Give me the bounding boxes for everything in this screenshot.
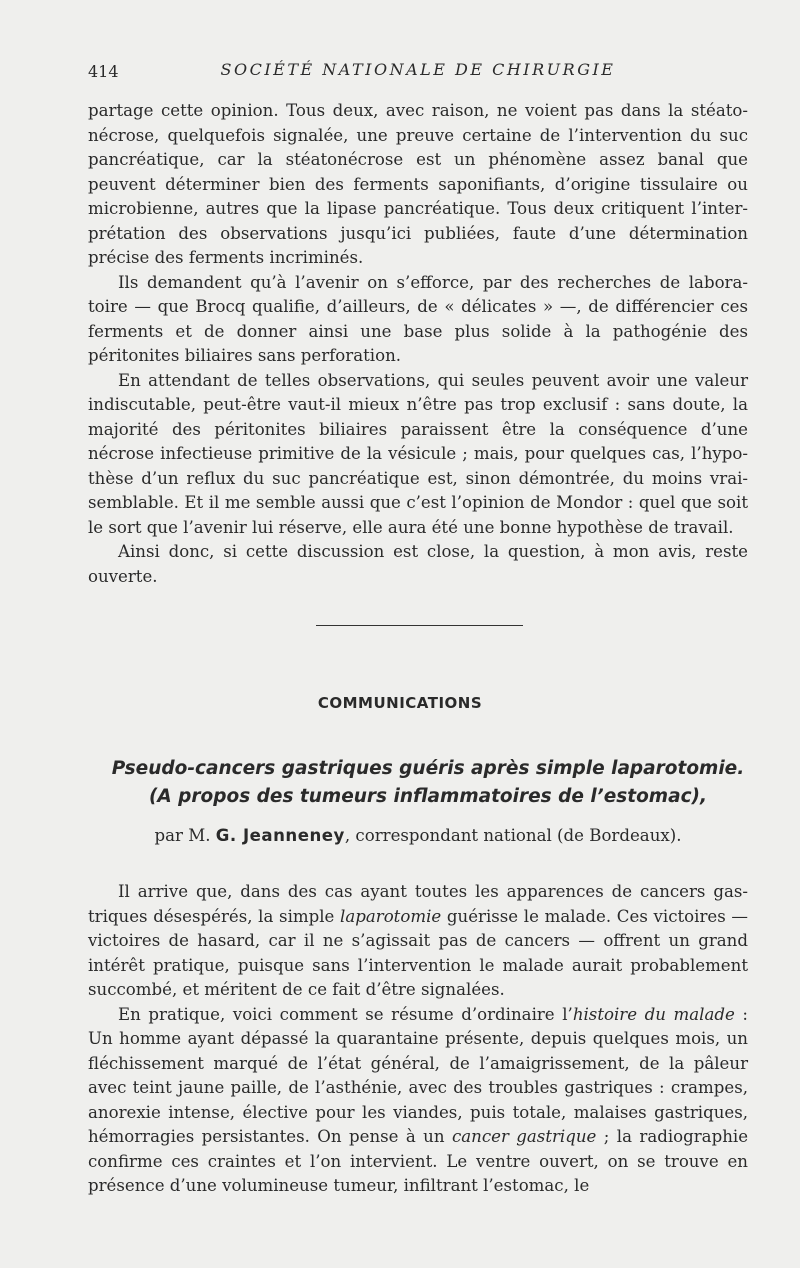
paragraph: [88, 880, 748, 1003]
author-name: G. Jeanneney: [215, 826, 345, 845]
section-heading: COMMUNICATIONS: [317, 694, 483, 712]
article-title-line-1: Pseudo-cancers gastriques guéris après simple laparotomie.: [111, 758, 745, 779]
text-run: En pratique, voici comment se résume d’ordinaire l’: [118, 1004, 573, 1024]
page-number: 414: [88, 62, 119, 81]
text-run: : Un homme ayant dépassé la quarantaine présente, depuis quelques mois, un fléchissement marqué de l’état général, de l’amaigrissement, de la pâleur avec teint jaune paille, de l’asthénie, avec des troubles gastriques : crampes, anorexie intense, élective pour les viandes, puis totale, malaises gastriques, hémorragies persistantes. On pense à un: [88, 1004, 748, 1146]
page-header: [88, 60, 748, 86]
paragraph: Ainsi donc, si cette discussion est close, la question, à mon avis, reste ouverte.: [88, 542, 748, 586]
text-run: guérisse le malade. Ces victoires — victoires de hasard, car il ne s’agissait pas de cancers — offrent un grand intérêt pratique, puisque sans l’intervention le malade aurait probablement succombé, et méritent de ce fait d’être signalées.: [88, 906, 748, 999]
text-run: Il arrive que, dans des cas ayant toutes les apparences de cancers gas-triques désespérés, la simple: [88, 882, 748, 926]
paragraph: [88, 1003, 748, 1199]
article-title: [88, 755, 768, 811]
byline: [88, 826, 748, 845]
article-title-line-2: (A propos des tumeurs inflammatoires de l’estomac),: [148, 786, 708, 807]
paragraph: En attendant de telles observations, qui seules peuvent avoir une valeur indiscutable, peut-être vaut-il mieux n’être pas trop exclusif : sans doute, la majorité des péritonites biliaires paraissent être la conséquence d’une nécrose infectieuse primitive de la vésicule ; mais, pour quelques cas, l’hypo-thèse d’un reflux du suc pancréatique est, sinon démontrée, du moins vrai-semblable. Et il me semble aussi que c’est l’opinion de Mondor : quel que soit le sort que l’avenir lui réserve, elle aura été une bonne hypothèse de travail.: [88, 370, 748, 537]
running-title: SOCIÉTÉ NATIONALE DE CHIRURGIE: [220, 60, 616, 79]
byline-suffix: , correspondant national (de Bordeaux).: [344, 826, 682, 845]
emphasis: cancer gastrique: [451, 1127, 597, 1146]
text-run: ; la radiographie confirme ces craintes et l’on intervient. Le ventre ouvert, on se trouve en présence d’une volumineuse tumeur, infiltrant l’estomac, le: [88, 1127, 749, 1195]
paragraph: partage cette opinion. Tous deux, avec raison, ne voient pas dans la stéato-nécrose, quelquefois signalée, une preuve certaine de l’intervention du suc pancréatique, car la stéatonécrose est un phénomène assez banal que peuvent déterminer bien des ferments saponifiants, d’origine tissulaire ou microbienne, autres que la lipase pancréatique. Tous deux critiquent l’inter-prétation des observations jusqu’ici publiées, faute d’une détermination précise des ferments incriminés.: [88, 101, 748, 267]
paragraph: Ils demandent qu’à l’avenir on s’efforce, par des recherches de labora-toire — que Brocq qualifie, d’ailleurs, de « délicates » —, de différencier ces ferments et de donner ainsi une base plus solide à la pathogénie des péritonites biliaires sans perforation.: [88, 272, 748, 365]
discussion-text: [88, 99, 748, 589]
byline-prefix: par M.: [154, 826, 211, 845]
section-divider: [316, 625, 523, 626]
emphasis: laparotomie: [340, 906, 442, 926]
emphasis: histoire du malade: [572, 1004, 735, 1024]
article-text: [88, 880, 748, 1199]
